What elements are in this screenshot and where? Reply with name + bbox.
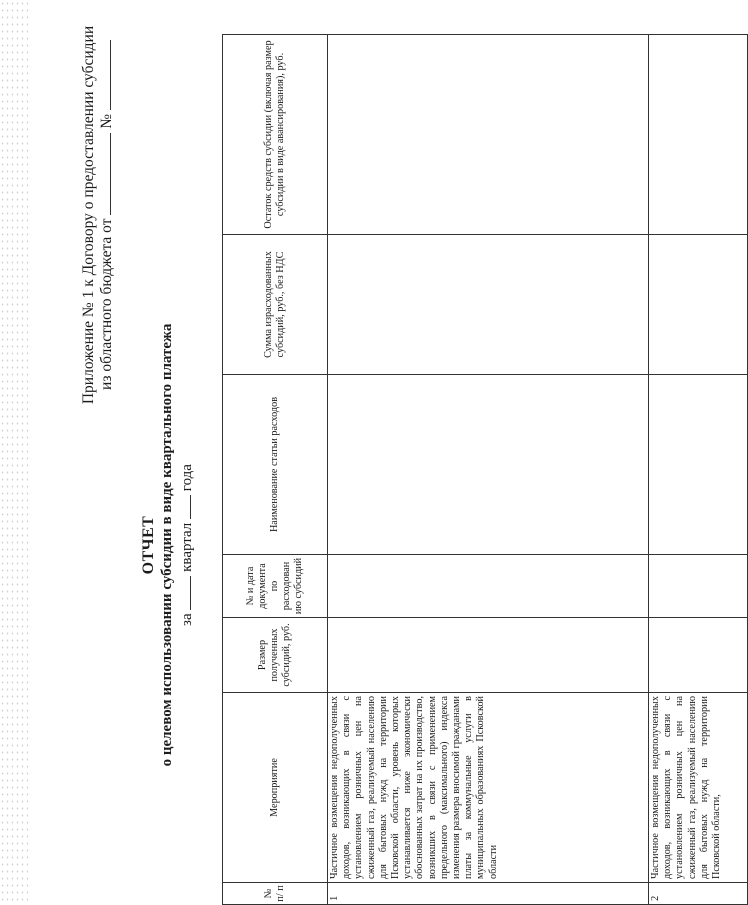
annex-number-sign: № (98, 113, 115, 129)
table-header-row (223, 35, 328, 905)
quarter-blank (178, 576, 191, 610)
row-number: 2 (649, 883, 748, 905)
col-header-measure: Мероприятие (223, 693, 328, 883)
col-header-document: № и дата документа по расходован ию субсидий (223, 555, 328, 618)
page-title: ОТЧЕТ (140, 515, 157, 575)
report-table (222, 34, 748, 905)
row-measure: Частичное возмещения недополученных доходов, возникающих в связи с установлением розничных цен на сжиженный газ, реализуемый населению для бытовых нужд на территории Псковской области, (649, 693, 748, 883)
period-line (178, 185, 196, 905)
page-subtitle: о целевом использовании субсидии в виде квартального платежа (159, 323, 175, 767)
cell-expense-item (328, 375, 649, 555)
cell-received (328, 618, 649, 693)
table-row (328, 35, 649, 905)
cell-spent (649, 235, 748, 375)
annex-line-1: Приложение № 1 к Договору о предоставлении субсидии (80, 25, 97, 405)
cell-spent (328, 235, 649, 375)
period-prefix: за (179, 613, 195, 626)
cell-document (328, 555, 649, 618)
col-header-expense-item: Наименование статьи расходов (223, 375, 328, 555)
annex-line-2 (98, 25, 116, 405)
col-header-received: Размер полученных субсидий, руб. (223, 618, 328, 693)
row-measure: Частичное возмещения недополученных доходов, возникающих в связи с установлением розничных цен на сжиженный газ, реализуемый населению для бытовых нужд на территории Псковской области, уровень которых устанавливается ниже экономически обоснованных затрат на их производство, возникших в связи с применением предельного (максимального) индекса изменения размера вносимой гражданами платы за коммунальные услуги в муниципальных образованиях Псковской области (328, 693, 649, 883)
year-blank (178, 495, 191, 519)
cell-balance (649, 35, 748, 235)
cell-received (649, 618, 748, 693)
annex-line-2-prefix: из областного бюджета от (98, 218, 115, 390)
cell-expense-item (649, 375, 748, 555)
period-year: года (179, 464, 195, 492)
col-header-spent: Сумма израсходованных субсидий, руб., без НДС (223, 235, 328, 375)
row-number: 1 (328, 883, 649, 905)
date-blank (98, 133, 111, 215)
number-blank (98, 40, 111, 110)
title-block (140, 185, 196, 905)
col-header-balance: Остаток средств субсидии (включая размер субсидии в виде авансирования), руб. (223, 35, 328, 235)
col-header-num: № п/ п (223, 883, 328, 905)
annex-caption (80, 25, 116, 405)
header-block (0, 0, 200, 905)
cell-document (649, 555, 748, 618)
period-quarter: квартал (179, 522, 195, 572)
table-row (649, 35, 748, 905)
cell-balance (328, 35, 649, 235)
